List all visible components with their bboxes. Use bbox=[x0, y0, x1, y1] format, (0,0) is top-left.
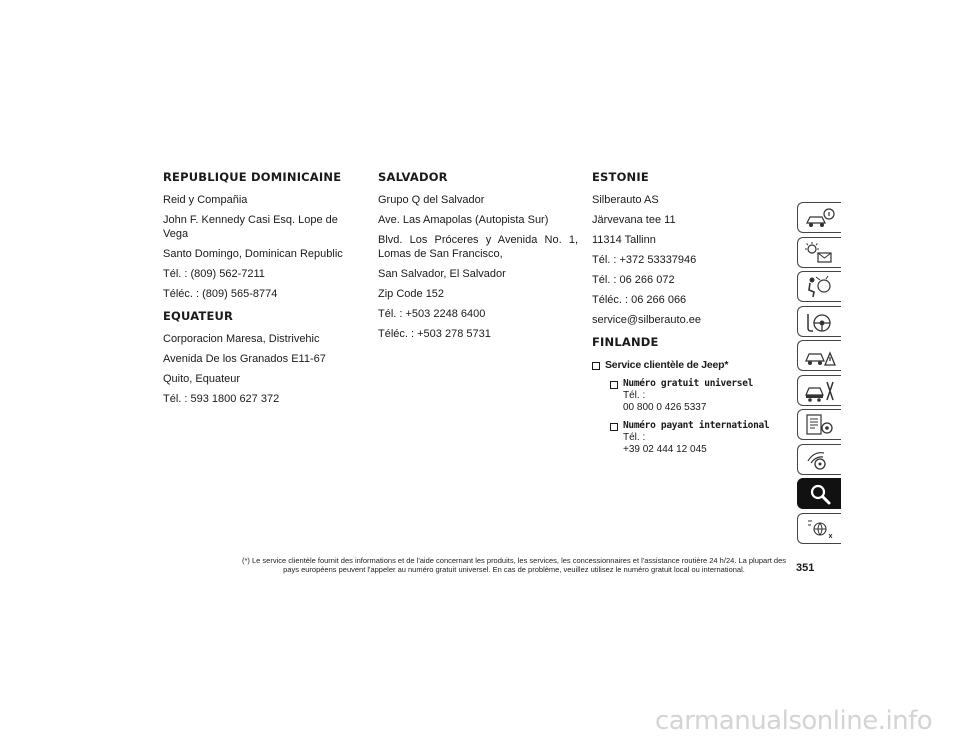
column-salvador bbox=[378, 170, 578, 347]
phone-line: Tél. : +503 2248 6400 bbox=[378, 308, 486, 320]
address-line: Blvd. Los Próceres y Avenida No. 1, Lomas de San Francisco, bbox=[378, 234, 578, 260]
tab-index[interactable] bbox=[797, 478, 841, 509]
chapter-tabs bbox=[797, 202, 841, 547]
watermark: carmanualsonline.info bbox=[655, 706, 933, 736]
address-line: Reid y Compañia bbox=[163, 194, 248, 206]
sub-bullet-label: Numéro payant international bbox=[623, 420, 770, 431]
specifications-icon bbox=[804, 413, 836, 437]
fax-line: Téléc. : +503 278 5731 bbox=[378, 328, 491, 340]
sub-bullet-content bbox=[623, 420, 772, 456]
address-line: Santo Domingo, Dominican Republic bbox=[163, 248, 343, 260]
address-line: Järvevana tee 11 bbox=[592, 214, 676, 226]
fax-line: Téléc. : (809) 565-8774 bbox=[163, 288, 278, 300]
address-line: San Salvador, El Salvador bbox=[378, 268, 506, 280]
phone-number: +39 02 444 12 045 bbox=[623, 444, 707, 455]
address-line: John F. Kennedy Casi Esq. Lope de Vega bbox=[163, 214, 338, 240]
bullet-customer-service bbox=[592, 358, 772, 372]
address-line: Quito, Equateur bbox=[163, 373, 241, 385]
steering-wheel-icon bbox=[804, 310, 836, 334]
car-service-icon bbox=[804, 379, 836, 403]
tab-car-info[interactable] bbox=[797, 202, 841, 233]
address-line: Avenida De los Granados E11-67 bbox=[163, 353, 326, 365]
airbag-safety-icon bbox=[804, 275, 836, 299]
column-estonia-finland bbox=[592, 170, 772, 462]
fax-line: Téléc. : 06 266 066 bbox=[592, 294, 687, 306]
tel-prefix: Tél. : bbox=[623, 432, 646, 443]
section-title-estonia: ESTONIE bbox=[592, 170, 649, 184]
page-number: 351 bbox=[796, 562, 815, 574]
section-title-finland: FINLANDE bbox=[592, 335, 659, 349]
tab-dashboard[interactable] bbox=[797, 237, 841, 268]
sub-bullet-content bbox=[623, 378, 772, 414]
phone-line: Tél. : 593 1800 627 372 bbox=[163, 393, 280, 405]
phone-line: Tél. : (809) 562-7211 bbox=[163, 268, 265, 280]
checkbox-bullet-icon bbox=[592, 362, 600, 370]
address-line: Grupo Q del Salvador bbox=[378, 194, 485, 206]
tab-technical-specs[interactable] bbox=[797, 409, 841, 440]
address-line: Corporacion Maresa, Distrivehic bbox=[163, 333, 320, 345]
checkbox-bullet-icon bbox=[610, 423, 618, 431]
dashboard-warning-icon bbox=[804, 241, 836, 265]
email-line: service@silberauto.ee bbox=[592, 314, 701, 326]
search-index-icon bbox=[804, 482, 836, 506]
tab-multimedia[interactable] bbox=[797, 444, 841, 475]
zip-line: Zip Code 152 bbox=[378, 288, 445, 300]
tab-servicing[interactable] bbox=[797, 375, 841, 406]
phone-number: 00 800 0 426 5337 bbox=[623, 402, 707, 413]
tel-prefix: Tél. : bbox=[623, 390, 646, 401]
section-title-ecuador: EQUATEUR bbox=[163, 309, 234, 323]
language-icon bbox=[804, 517, 836, 541]
phone-line: Tél. : +372 53337946 bbox=[592, 254, 697, 266]
bullet-label: Service clientèle de Jeep* bbox=[605, 359, 729, 371]
column-dominican-ecuador bbox=[163, 170, 353, 412]
multimedia-icon bbox=[804, 448, 836, 472]
address-line: Silberauto AS bbox=[592, 194, 659, 206]
sub-bullet-label: Numéro gratuit universel bbox=[623, 378, 754, 389]
address-line: 11314 Tallinn bbox=[592, 234, 656, 246]
footnote: (*) Le service clientèle fournit des informations et de l'aide concernant les produits, les services, les concessionnaires et l'assistance routière 24 h/24. La plupart des pays européens peuvent l'appeler au numéro gratuit universel. En cas de problème, veuillez utilisez le numéro gratuit local ou international. bbox=[242, 556, 786, 574]
phone-line: Tél. : 06 266 072 bbox=[592, 274, 675, 286]
tab-languages[interactable] bbox=[797, 513, 841, 544]
tab-safety[interactable] bbox=[797, 271, 841, 302]
section-title-dominican-republic: REPUBLIQUE DOMINICAINE bbox=[163, 170, 342, 184]
car-info-icon bbox=[804, 206, 836, 230]
section-title-salvador: SALVADOR bbox=[378, 170, 448, 184]
tab-starting-driving[interactable] bbox=[797, 306, 841, 337]
tab-emergency[interactable] bbox=[797, 340, 841, 371]
sub-bullet-paid-number bbox=[610, 420, 772, 456]
address-line: Ave. Las Amapolas (Autopista Sur) bbox=[378, 214, 549, 226]
sub-bullet-free-number bbox=[610, 378, 772, 414]
checkbox-bullet-icon bbox=[610, 381, 618, 389]
emergency-hazard-icon bbox=[804, 344, 836, 368]
